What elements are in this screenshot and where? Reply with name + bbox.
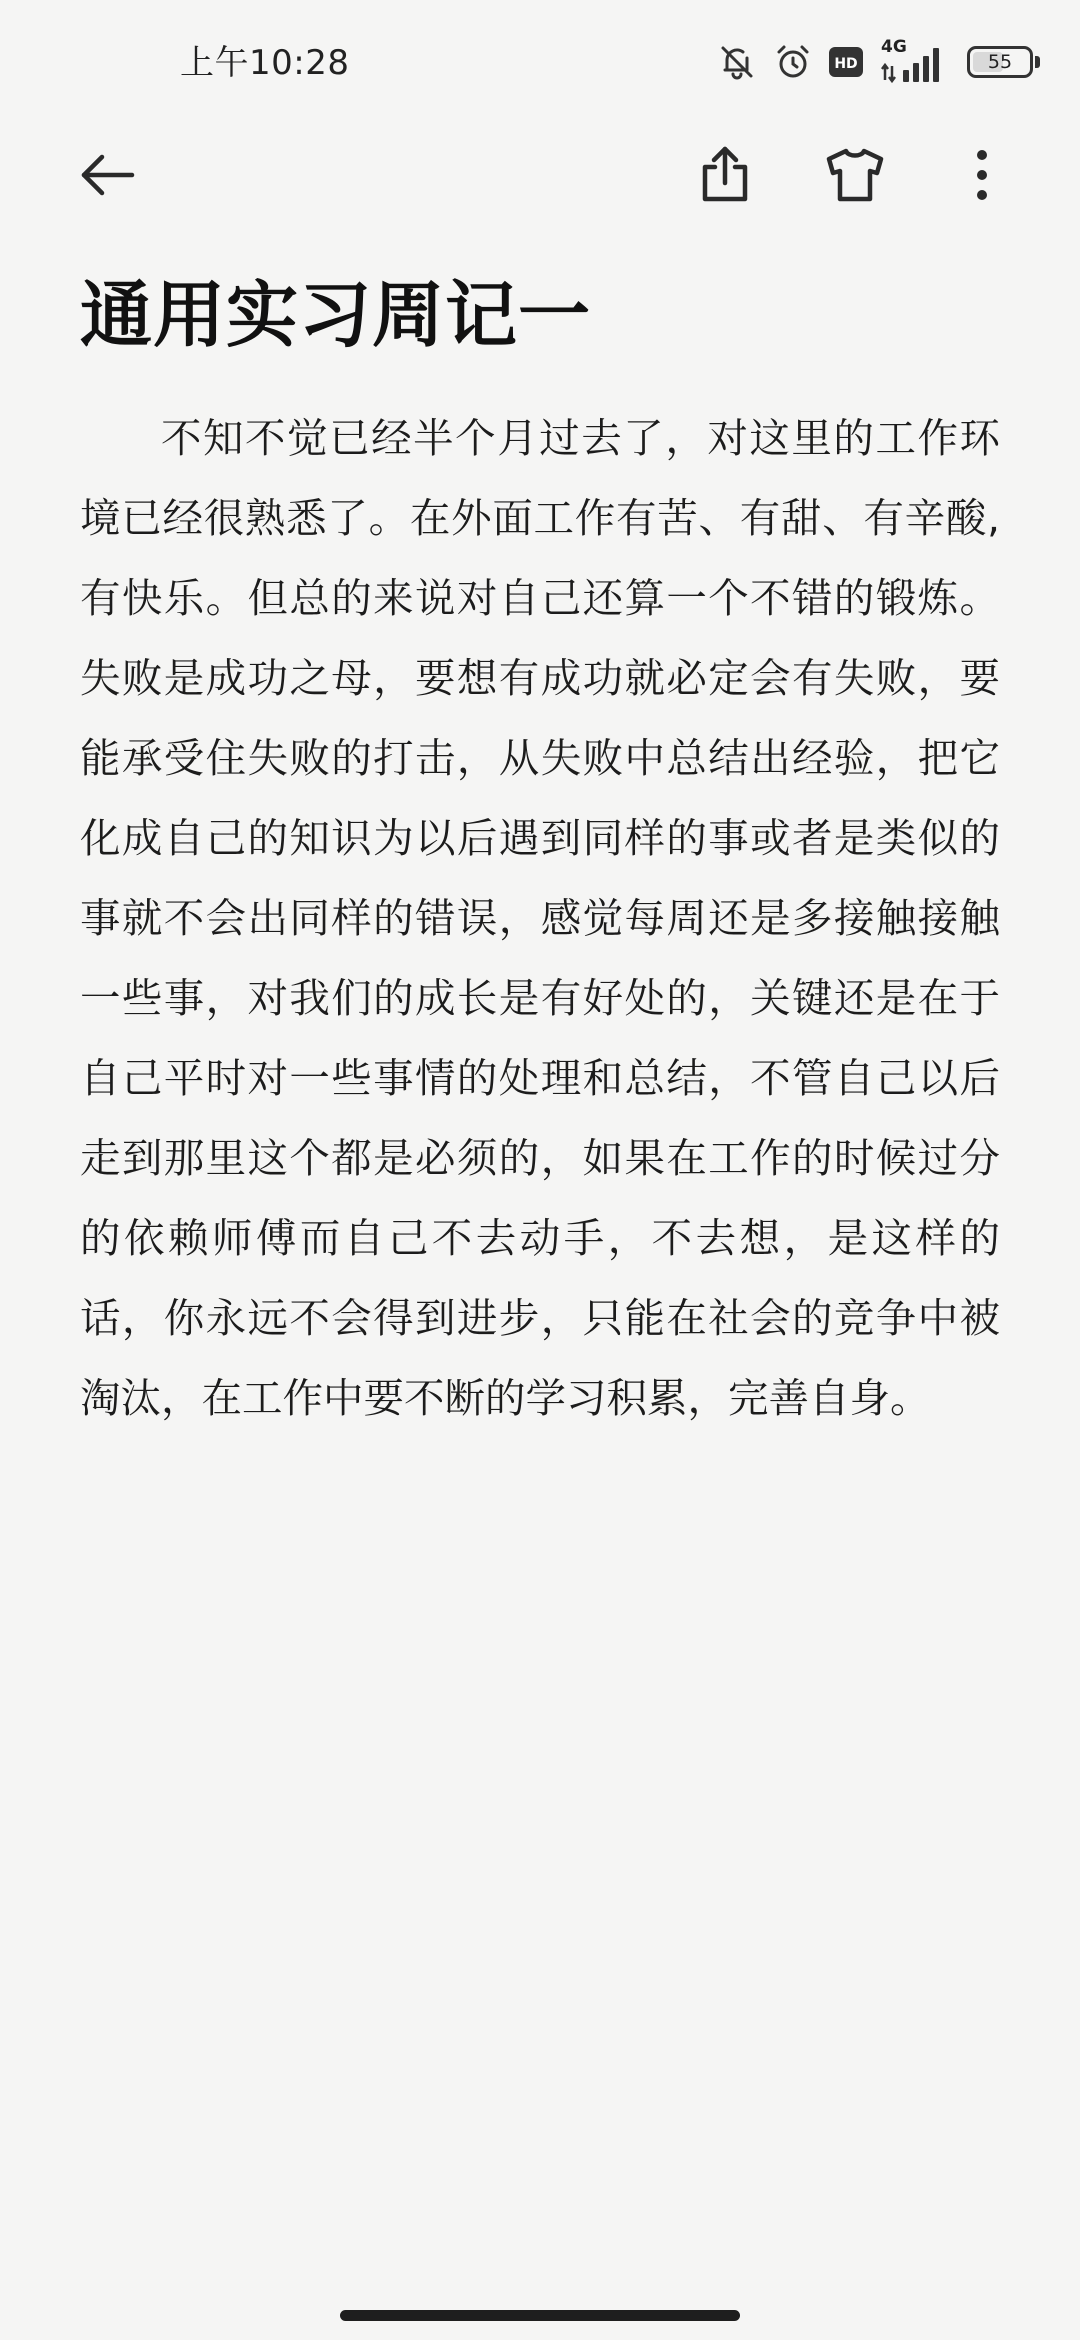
theme-button[interactable]	[815, 135, 895, 215]
bell-off-icon	[717, 42, 757, 82]
note-title[interactable]: 通用实习周记一	[80, 273, 592, 357]
tshirt-icon	[823, 143, 887, 207]
note-body[interactable]: 不知不觉已经半个月过去了，对这里的工作环境已经很熟悉了。在外面工作有苦、有甜、有辛酸,有快乐。但总的来说对自己还算一个不错的锻炼。失败是成功之母，要想有成功就必定会有失败，要能承受住失败的打击，从失败中总结出经验，把它化成自己的知识为以后遇到同样的事或者是类似的事就不会出同样的错误，感觉每周还是多接触接触一些事，对我们的成长是有好处的，关键还是在于自己平时对一些事情的处理和总结，不管自己以后走到那里这个都是必须的，如果在工作的时候过分的依赖师傅而自己不去动手，不去想，是这样的话，你永远不会得到进步，只能在社会的竞争中被淘汰，在工作中要不断的学习积累，完善自身。	[80, 414, 1000, 1422]
svg-text:HD: HD	[834, 56, 858, 72]
network-type: 4G	[881, 37, 907, 57]
share-button[interactable]	[685, 135, 765, 215]
more-vertical-icon	[950, 143, 1014, 207]
arrow-left-icon	[76, 143, 140, 207]
home-indicator[interactable]	[340, 2310, 740, 2321]
signal-icon	[879, 36, 951, 88]
status-icons	[717, 36, 1040, 88]
alarm-icon	[773, 42, 813, 82]
battery-icon	[967, 46, 1033, 78]
status-bar	[0, 0, 1080, 125]
status-time: 上午10:28	[180, 43, 350, 83]
share-icon	[693, 143, 757, 207]
toolbar	[0, 135, 1080, 215]
more-button[interactable]	[942, 135, 1022, 215]
battery-tip	[1035, 56, 1040, 68]
back-button[interactable]	[68, 135, 148, 215]
hd-icon	[829, 47, 863, 77]
battery-percent: 55	[987, 51, 1013, 73]
